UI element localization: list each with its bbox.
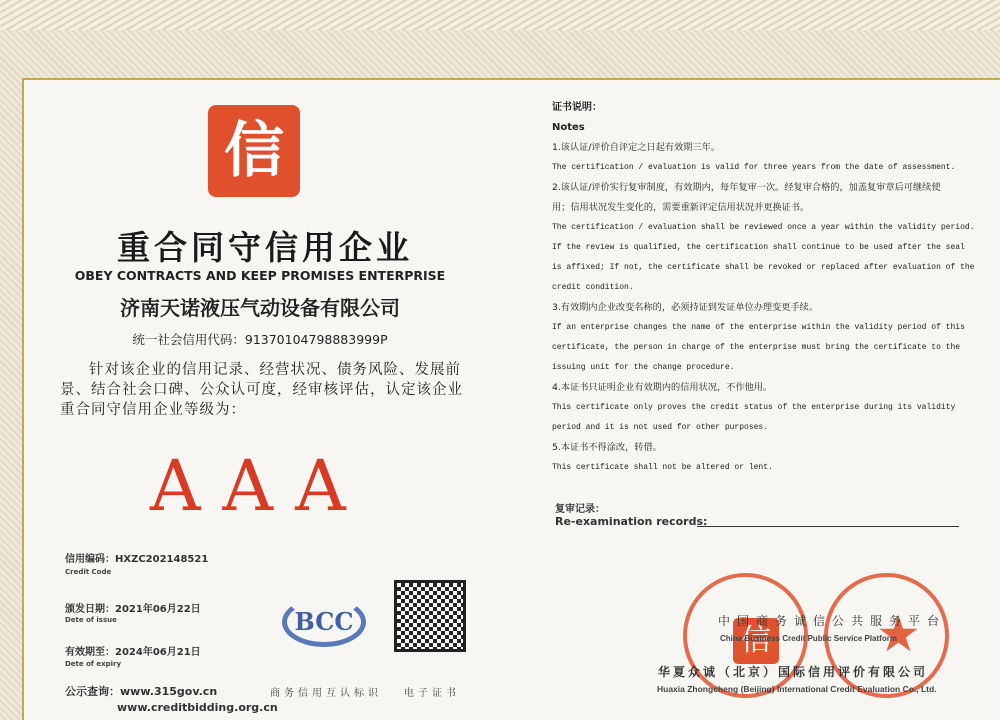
note-line: If the review is qualified, the certification shall continue to be used after the seal <box>552 243 965 252</box>
stamp-seal-logo: 信 <box>733 618 779 664</box>
expiry-date-en: Dete of expiry <box>65 660 122 668</box>
note-line: This certificate shall not be altered or lent. <box>552 463 773 472</box>
qr-caption: 电子证书 <box>404 688 460 699</box>
note-line: 3.有效期内企业改变名称的，必须持证到发证单位办理变更手续。 <box>552 302 819 313</box>
qr-code <box>394 580 466 652</box>
note-line: 证书说明： <box>552 102 602 113</box>
issuer-name-en: Huaxia Zhongcheng (Beijing) International Credit Evaluation Co., Ltd. <box>657 684 937 694</box>
platform-name-en: China Business Credit Public Service Platform <box>720 634 897 643</box>
note-line: The certification / evaluation shall be reviewed once a year within the validity period. <box>552 223 975 232</box>
issue-date: 颁发日期：2021年06月22日 <box>65 604 201 615</box>
note-line: credit condition. <box>552 283 634 292</box>
expiry-date: 有效期至：2024年06月21日 <box>65 647 201 658</box>
credit-seal-logo: 信 <box>208 105 300 197</box>
reexam-label: 复审记录： <box>555 504 605 515</box>
note-line: period and it is not used for other purposes. <box>552 423 769 432</box>
certificate-title: 重合同守信用企业 <box>117 228 413 267</box>
note-line: If an enterprise changes the name of the enterprise within the validity period of this <box>552 323 965 332</box>
note-line: issuing unit for the change procedure. <box>552 363 735 372</box>
note-line: is affixed; If not, the certificate shall be revoked or replaced after evaluation of the <box>552 263 975 272</box>
query-url: 公示查询：www.315gov.cn <box>65 685 218 698</box>
note-line: 4.本证书只证明企业有效期内的信用状况，不作他用。 <box>552 382 773 393</box>
certificate-title-en: OBEY CONTRACTS AND KEEP PROMISES ENTERPRISE <box>74 268 446 283</box>
credit-code: 信用编码：HXZC202148521 <box>65 554 209 565</box>
note-line: 用；信用状况发生变化的，需要重新评定信用状况并更换证书。 <box>552 202 810 213</box>
bcc-caption: 商务信用互认标识 <box>270 688 382 699</box>
credit-code-en: Credit Code <box>65 568 112 576</box>
note-line: 2.该认证/评价实行复审制度，有效期内，每年复审一次。经复审合格的，加盖复审章后可继续使 <box>552 182 941 193</box>
issue-date-en: Dete of issue <box>65 616 117 624</box>
note-line: Notes <box>552 122 585 133</box>
unified-credit-code: 统一社会信用代码：91370104798883999P <box>132 332 388 347</box>
query-url-2: www.creditbidding.org.cn <box>117 701 278 714</box>
note-line: 1.该认证/评价自评定之日起有效期三年。 <box>552 142 721 153</box>
credit-grade: AAA <box>150 445 368 527</box>
bcc-logo: BCC <box>282 597 366 647</box>
reexam-label-en: Re-examination records: <box>555 515 708 528</box>
statement: 针对该企业的信用记录、经营状况、债务风险、发展前景、结合社会口碑、公众认可度，经审核评估，认定该企业重合同守信用企业等级为： <box>60 362 463 418</box>
reexam-line <box>697 526 959 527</box>
platform-name: 中国商务诚信公共服务平台 <box>718 614 947 628</box>
note-line: certificate, the person in charge of the enterprise must bring the certificate to the <box>552 343 961 352</box>
star-icon: ★ <box>876 605 921 663</box>
issuer-name: 华夏众诚（北京）国际信用评价有限公司 <box>658 665 929 679</box>
note-line: 5.本证书不得涂改，转借。 <box>552 442 662 453</box>
certificate-notes <box>552 98 977 478</box>
company-name: 济南天诺液压气动设备有限公司 <box>120 296 400 320</box>
note-line: This certificate only proves the credit status of the enterprise during its validity <box>552 403 956 412</box>
guilloche-strip <box>0 0 1000 30</box>
note-line: The certification / evaluation is valid for three years from the date of assessment. <box>552 163 956 172</box>
